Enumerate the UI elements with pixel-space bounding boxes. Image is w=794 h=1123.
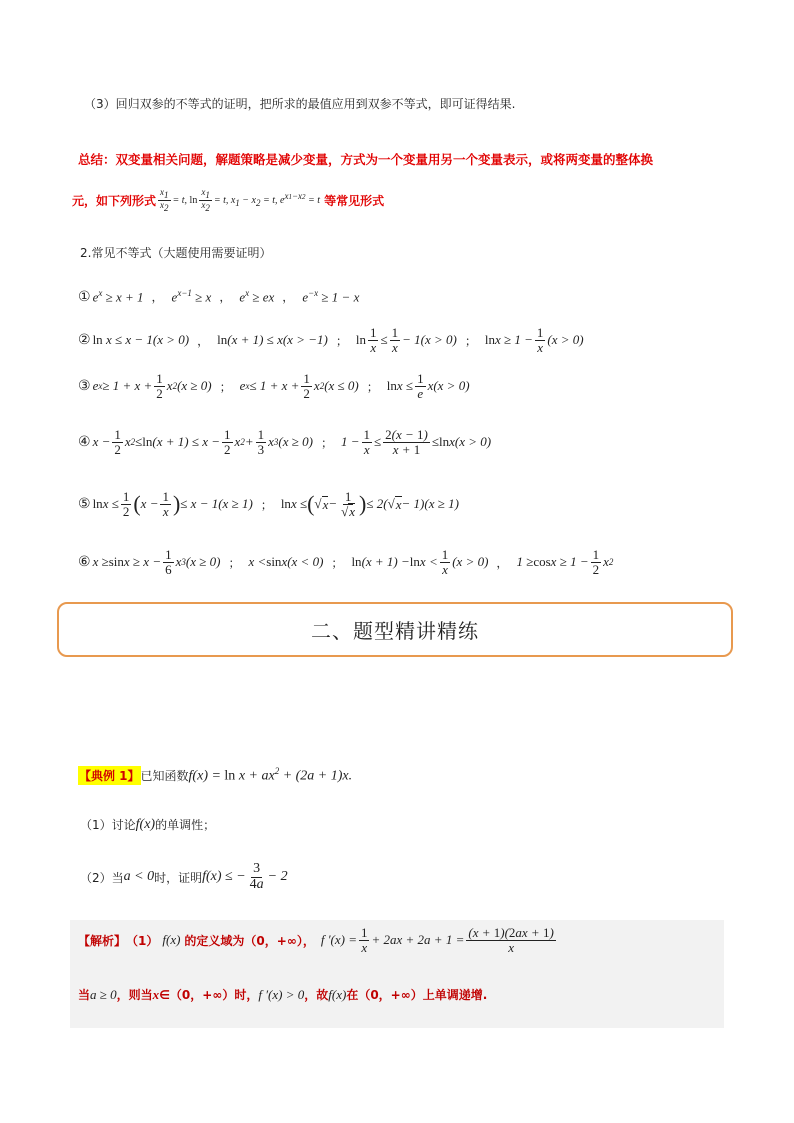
example-statement-prefix: 已知函数 <box>140 769 189 783</box>
solution-label: 【解析】 <box>78 933 127 948</box>
banner-title: 二、题型精讲精练 <box>311 619 479 643</box>
inequality-6: ⑥ x ≥ sin x ≥ x − $\frac{1}{6}$ x 3 (x ≥ 0) ； x < sin x(x < 0) ； ln (x + 1) − ln x < $\frac{1}{x}$ (x > 0) ， 1 ≥ cos x ≥ 1 − $\frac{1}{2}$ x 2 <box>78 547 614 577</box>
inequality-5: ⑤ ln x ≤ $\frac{1}{2}$ ( x − $\frac{1}{x}$ ) ≤ x − 1(x ≥ 1) ； ln x ≤ ( √ x − $\frac{1}{√x}$ ) ≤ 2(√ x − 1)(x ≥ 1) <box>78 489 459 519</box>
inequality-2: ② ln x ≤ x − 1(x > 0) ， ln(x + 1) ≤ x(x > −1) ； ln $\frac{1}{x}$ ≤ $\frac{1}{x}$ − 1(x > 0) ； ln x ≥ 1 − $\frac{1}{x}$ (x > 0) <box>78 325 584 355</box>
example-part1: （1）讨论 f(x) 的单调性； <box>80 816 216 832</box>
solution-line2-suffix: 在（0，+∞）上单调递增. <box>346 988 488 1002</box>
solution-part1: （1） <box>126 933 159 948</box>
solution-line2-in: ∈（0，+∞）时， <box>159 988 259 1002</box>
example-part1-prefix: （1）讨论 <box>80 818 136 832</box>
solution-line2-prefix: 当 <box>78 988 91 1002</box>
summary-line2-prefix: 元，如下列形式 <box>72 194 157 209</box>
marker-5: ⑤ <box>78 496 91 513</box>
inequality-4: ④ x − $\frac{1}{2}$ x 2 ≤ ln (x + 1) ≤ x − $\frac{1}{2}$ x 2 + $\frac{1}{3}$ x 3 (x ≥ 0) ； 1 − $\frac{1}{x}$ ≤ $\frac{2(x - 1)}{x + 1}$ ≤ ln x(x > 0) <box>78 427 492 457</box>
solution-line2: 当 a ≥ 0 ，则当 x ∈（0，+∞）时， f ′(x) > 0 ，故 f(x) 在（0，+∞）上单调递增. <box>78 986 488 1002</box>
intro-step3: （3）回归双参的不等式的证明，把所求的最值应用到双参不等式，即可证得结果. <box>84 97 516 111</box>
section2-heading: 2.常见不等式（大题使用需要证明） <box>80 246 272 260</box>
summary-line2 <box>72 188 384 213</box>
marker-1: ① <box>78 288 91 305</box>
section-banner <box>57 602 733 657</box>
example-tag: 【典例 1】 <box>78 766 141 785</box>
example-part2-middle: 时，证明 <box>154 870 203 885</box>
marker-3: ③ <box>78 378 91 395</box>
inequality-3: ③ e x ≥ 1 + x + $\frac{1}{2}$ x 2 (x ≥ 0) ； e x ≤ 1 + x + $\frac{1}{2}$ x 2 (x ≤ 0) ； ln x ≤ $\frac{1}{e}$ x(x > 0) <box>78 371 470 401</box>
example-part1-suffix: 的单调性； <box>155 818 216 832</box>
marker-4: ④ <box>78 434 91 451</box>
summary-forms: $\frac{x1}{x2}$ = t, ln $\frac{x1}{x2}$ = t, x1 − x2 = t, ex1−x2 = t <box>160 187 321 214</box>
summary-line2-suffix: 等常见形式 <box>324 194 385 209</box>
solution-line2-mid2: ，故 <box>304 988 329 1002</box>
marker-2: ② <box>78 332 91 349</box>
inequality-1: ① $e^x \ge x + 1$ ， $e^{x-1} \ge x$ ， $e^x$ ≥ ex ， $e^{-x} \ge 1 - x$ <box>78 288 360 305</box>
solution-domain: 的定义域为（0，+∞）， <box>184 933 315 948</box>
solution-line2-mid1: ，则当 <box>116 988 153 1002</box>
example-part2-prefix: （2）当 <box>80 870 124 885</box>
summary-line1: 总结：双变量相关问题，解题策略是减少变量，方式为一个变量用另一个变量表示，或将两变量的整体换 <box>78 152 654 167</box>
example-statement: 【典例 1】 已知函数 $f(x) = \ln x + ax^2 + (2a + 1)x$. <box>79 766 353 784</box>
sep: ； <box>335 333 348 348</box>
example-part2: （2）当 a < 0 时，证明 f(x) ≤ − $\frac{3}{4a}$ − 2 <box>80 861 288 892</box>
marker-6: ⑥ <box>78 554 91 571</box>
solution-line1: 【解析】 （1） f(x) 的定义域为（0，+∞）， f ′(x) = $\frac{1}{x}$ + 2ax + 2a + 1 = $\frac{(x + 1)(2ax + 1)}{x}$ <box>78 925 554 955</box>
